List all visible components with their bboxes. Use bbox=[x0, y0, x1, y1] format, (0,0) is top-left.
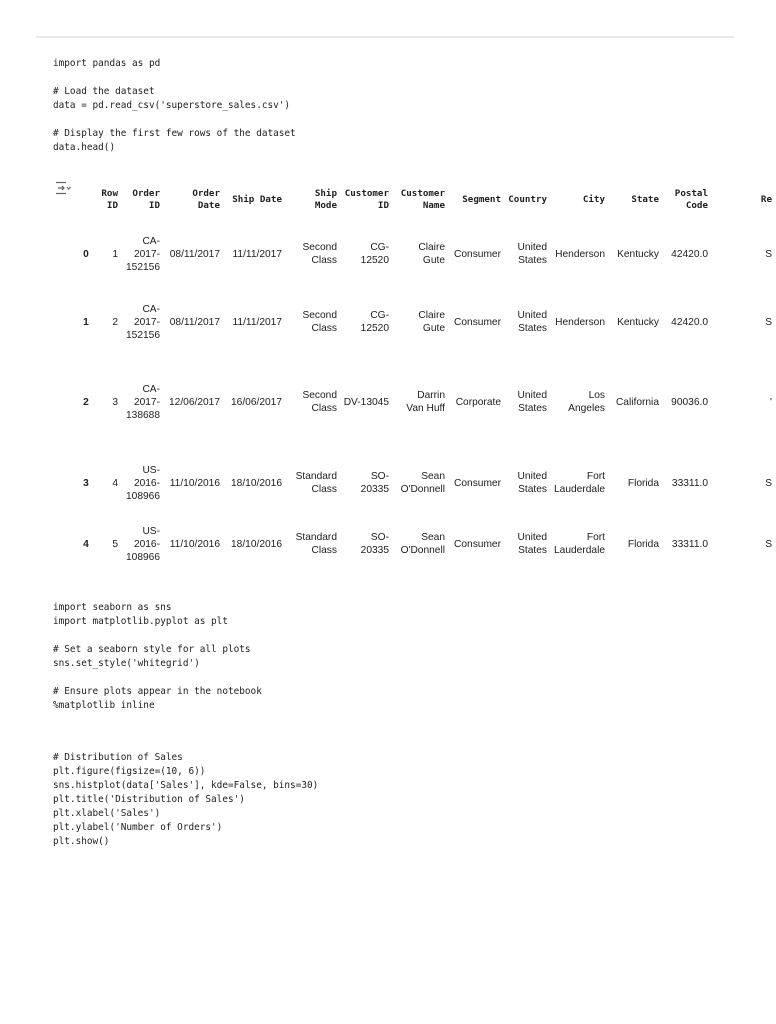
table-cell: S bbox=[765, 538, 772, 550]
table-cell: Sean O'Donnell bbox=[400, 532, 445, 556]
table-cell: 16/06/2017 bbox=[231, 396, 282, 408]
row-index: 3 bbox=[83, 477, 89, 489]
cell-separator bbox=[36, 36, 734, 38]
table-cell: SO-20335 bbox=[360, 532, 389, 556]
table-cell: ' bbox=[770, 396, 772, 408]
code-cell-histogram[interactable]: # Distribution of Sales plt.figure(figsize=(10, 6)) sns.histplot(data['Sales'], kde=False, bins=30) plt.title('Distribution of Sales') plt.xlabel('Sales') plt.ylabel('Number of Orders') plt.show() bbox=[53, 752, 319, 847]
table-cell: Standard Class bbox=[295, 532, 337, 556]
table-cell: 42420.0 bbox=[671, 248, 708, 260]
table-cell: SO-20335 bbox=[360, 471, 389, 495]
table-cell: 42420.0 bbox=[671, 316, 708, 328]
table-cell: 33311.0 bbox=[671, 538, 708, 550]
column-header: Re bbox=[760, 194, 772, 205]
column-header: City bbox=[582, 194, 605, 205]
table-cell: California bbox=[615, 396, 659, 408]
code-cell-pandas[interactable]: import pandas as pd # Load the dataset data = pd.read_csv('superstore_sales.csv') # Display the first few rows of the dataset data.head() bbox=[53, 58, 296, 153]
table-cell: Florida bbox=[627, 477, 659, 489]
column-header: Customer Name bbox=[400, 188, 445, 211]
table-cell: 4 bbox=[112, 477, 118, 489]
table-cell: CG- 12520 bbox=[360, 310, 389, 334]
row-index: 4 bbox=[83, 538, 89, 550]
table-cell: 2 bbox=[112, 316, 118, 328]
table-cell: Los Angeles bbox=[568, 390, 605, 414]
table-row bbox=[76, 448, 776, 518]
table-cell: United States bbox=[517, 242, 547, 266]
output-toggle-icon[interactable] bbox=[55, 181, 71, 195]
table-cell: United States bbox=[517, 532, 547, 556]
table-cell: Corporate bbox=[455, 396, 501, 408]
table-cell: Darrin Van Huff bbox=[406, 390, 445, 414]
table-cell: Henderson bbox=[555, 316, 605, 328]
table-cell: Second Class bbox=[302, 390, 337, 414]
table-cell: CA- 2017- 152156 bbox=[126, 303, 160, 341]
table-cell: Claire Gute bbox=[418, 310, 445, 334]
column-header: Ship Mode bbox=[314, 188, 337, 211]
row-index: 0 bbox=[83, 248, 89, 260]
table-row bbox=[76, 518, 776, 570]
table-row bbox=[76, 356, 776, 448]
table-cell: S bbox=[765, 248, 772, 260]
table-row bbox=[76, 288, 776, 356]
table-cell: US- 2016- 108966 bbox=[126, 525, 160, 563]
table-cell: 11/10/2016 bbox=[169, 538, 220, 550]
row-index: 1 bbox=[83, 316, 89, 328]
table-cell: CG- 12520 bbox=[360, 242, 389, 266]
table-cell: S bbox=[765, 477, 772, 489]
column-header: Customer ID bbox=[344, 188, 389, 211]
table-cell: Second Class bbox=[302, 310, 337, 334]
row-index: 2 bbox=[83, 396, 89, 408]
column-header: Ship Date bbox=[232, 194, 282, 205]
table-cell: Henderson bbox=[555, 248, 605, 260]
table-cell: 11/11/2017 bbox=[232, 248, 282, 260]
table-cell: DV-13045 bbox=[343, 396, 389, 408]
table-cell: US- 2016- 108966 bbox=[126, 464, 160, 502]
table-cell: 18/10/2016 bbox=[231, 477, 282, 489]
code-cell-imports[interactable]: import seaborn as sns import matplotlib.pyplot as plt # Set a seaborn style for all plots sns.set_style('whitegrid') # Ensure plots appear in the notebook %matplotlib inline bbox=[53, 602, 262, 711]
table-cell: 08/11/2017 bbox=[169, 316, 220, 328]
table-cell: 5 bbox=[112, 538, 118, 550]
column-header: Postal Code bbox=[674, 188, 708, 211]
column-header: Country bbox=[508, 194, 547, 205]
table-cell: 1 bbox=[112, 248, 118, 260]
dataframe-output bbox=[76, 180, 772, 575]
table-cell: United States bbox=[517, 471, 547, 495]
table-cell: 33311.0 bbox=[671, 477, 708, 489]
table-cell: Fort Lauderdale bbox=[554, 532, 605, 556]
table-cell: Kentucky bbox=[617, 316, 659, 328]
table-cell: 3 bbox=[112, 396, 118, 408]
dataframe-table bbox=[76, 180, 776, 570]
table-cell: 11/11/2017 bbox=[232, 316, 282, 328]
table-cell: 90036.0 bbox=[671, 396, 708, 408]
table-cell: 08/11/2017 bbox=[169, 248, 220, 260]
table-cell: S bbox=[765, 316, 772, 328]
table-cell: Florida bbox=[627, 538, 659, 550]
index-header bbox=[76, 180, 98, 220]
table-cell: Fort Lauderdale bbox=[554, 471, 605, 495]
table-cell: Standard Class bbox=[295, 471, 337, 495]
table-cell: Sean O'Donnell bbox=[400, 471, 445, 495]
table-header-row bbox=[76, 180, 776, 220]
table-cell: 12/06/2017 bbox=[169, 396, 220, 408]
table-cell: Second Class bbox=[302, 242, 337, 266]
table-cell: 18/10/2016 bbox=[231, 538, 282, 550]
table-cell: 11/10/2016 bbox=[169, 477, 220, 489]
table-cell: CA- 2017- 138688 bbox=[126, 383, 160, 421]
column-header: State bbox=[631, 194, 659, 205]
table-cell: Consumer bbox=[454, 477, 501, 489]
table-cell: Consumer bbox=[454, 538, 501, 550]
table-cell: Kentucky bbox=[617, 248, 659, 260]
table-cell: Consumer bbox=[454, 248, 501, 260]
column-header: Order Date bbox=[192, 188, 220, 211]
column-header: Row ID bbox=[101, 188, 118, 211]
table-cell: United States bbox=[517, 310, 547, 334]
table-cell: CA- 2017- 152156 bbox=[126, 235, 160, 273]
column-header: Segment bbox=[462, 194, 501, 205]
table-cell: United States bbox=[517, 390, 547, 414]
column-header: Order ID bbox=[132, 188, 160, 211]
table-row bbox=[76, 220, 776, 288]
table-cell: Claire Gute bbox=[418, 242, 445, 266]
table-cell: Consumer bbox=[454, 316, 501, 328]
